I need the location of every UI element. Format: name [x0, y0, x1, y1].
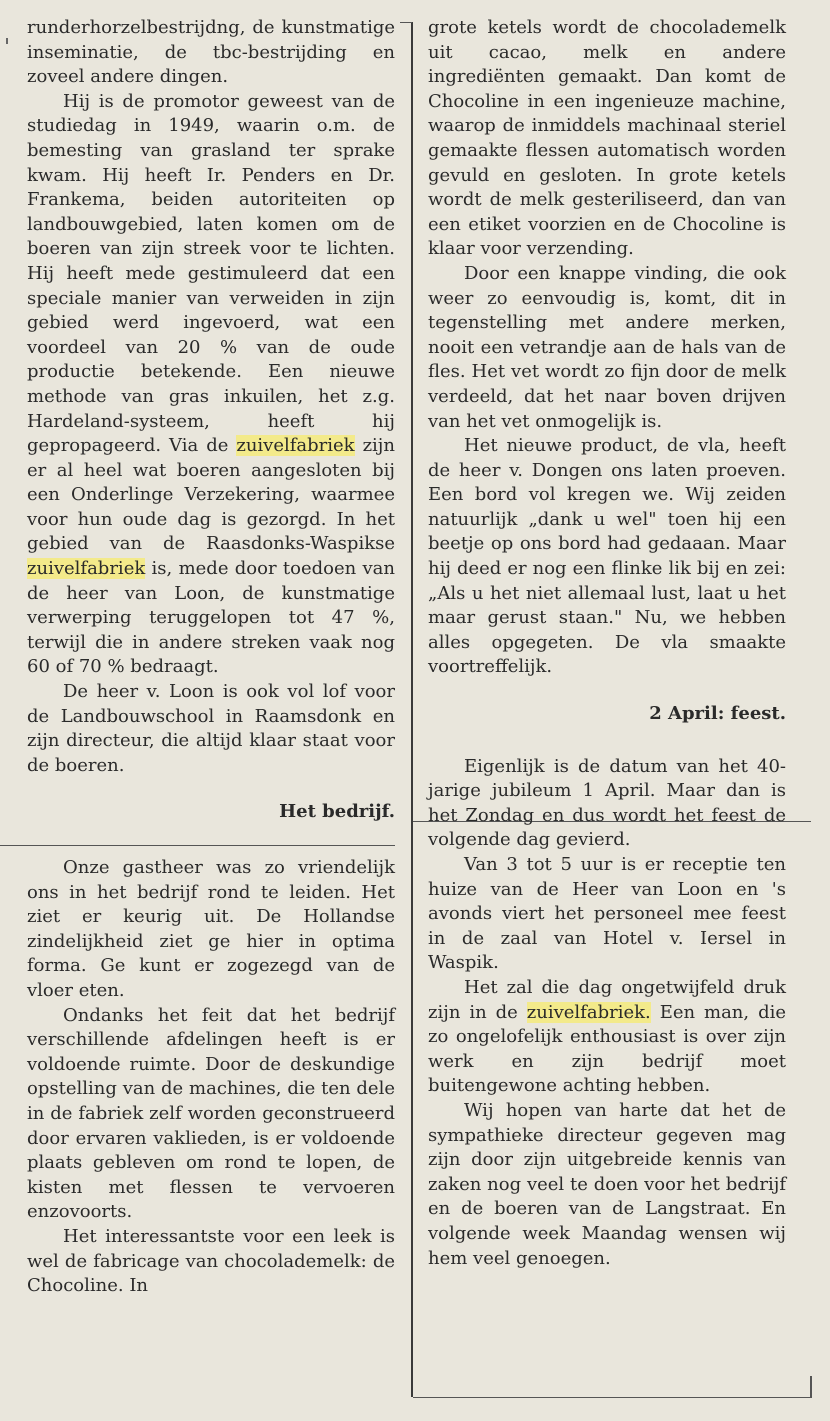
left-paragraph-6: Het interessantste voor een leek is wel de fabricage van chocolademelk: de Chocoline. In: [27, 1225, 395, 1297]
right-paragraph-4: Eigenlijk is de datum van het 40-jarige jubileum 1 April. Maar dan is het Zondag en dus wordt het feest de volgende dag gevierd.: [428, 755, 786, 851]
divider-top-cap: [400, 22, 412, 23]
right-paragraph-7: Wij hopen van harte dat het de sympathieke directeur gegeven mag zijn door zijn uitgebreide kennis van zaken nog veel te doen voor het bedrijf en de boeren van de Langstraat. En volgende week Maandag wensen wij hem veel genoegen.: [428, 1099, 786, 1269]
print-speck: [6, 38, 8, 44]
right-column: [428, 16, 786, 1271]
right-paragraph-6-part-a: Het zal die dag ongetwijfeld druk zijn in de: [428, 976, 786, 1023]
left-paragraph-2-part-b: zijn er al heel wat boeren aangesloten bij een Onderlinge Verzekering, waarmee voor hun oude dag is gezorgd. In het gebied van de Raasdonks-Waspikse: [27, 435, 395, 555]
right-paragraph-6-part-b: Een man, die zo ongelofelijk enthousiast is over zijn werk en zijn bedrijf moet buitengewone achting hebben.: [428, 1001, 786, 1097]
left-paragraph-2: [27, 90, 395, 680]
highlighted-term-zuivelfabriek-3: zuivelfabriek.: [526, 1001, 651, 1023]
left-paragraph-2-part-c: is, mede door toedoen van de heer van Loon, de kunstmatige verwerping teruggelopen tot 47 %, terwijl die in andere streken vaak nog 60 of 70 % bedraagt.: [27, 558, 395, 678]
section-rule-left: [0, 845, 395, 846]
right-paragraph-5: Van 3 tot 5 uur is er receptie ten huize van de Heer van Loon en 's avonds viert het personeel mee feest in de zaal van Hotel v. Iersel in Waspik.: [428, 854, 786, 974]
left-paragraph-2-part-a: Hij is de promotor geweest van de studiedag in 1949, waarin o.m. de bemesting van grasland ter sprake kwam. Hij heeft Ir. Penders en Dr. Frankema, beiden autoriteiten op landbouwgebied, laten komen om de boeren van zijn streek voor te lichten. Hij heeft mede gestimuleerd dat een speciale manier van verweiden in zijn gebied werd ingevoerd, wat een voordeel van 20 % van de oude productie betekende. Een nieuwe methode van gras inkuilen, het z.g. Hardeland-systeem, heeft hij gepropageerd. Via de: [27, 90, 395, 457]
bottom-right-corner-mark: [810, 1376, 812, 1398]
left-paragraph-5: Ondanks het feit dat het bedrijf verschillende afdelingen heeft is er voldoende ruimte. Door de deskundige opstelling van de machines, die ten dele in de fabriek zelf worden geconstrueerd door ervaren vaklieden, is er voldoende plaats gebleven om rond te lopen, de kisten met flessen te vervoeren enzovoorts.: [27, 1004, 395, 1223]
right-paragraph-1: grote ketels wordt de chocolademelk uit cacao, melk en andere ingrediënten gemaakt. Dan komt de Chocoline in een ingenieuze machine, waarop de inmiddels machinaal steriel gemaakte flessen automatisch worden gevuld en gesloten. In grote ketels wordt de melk gesteriliseerd, dan van een etiket voorzien en de Chocoline is klaar voor verzending.: [428, 17, 786, 260]
bottom-rule-right: [413, 1397, 811, 1398]
right-paragraph-3: Het nieuwe product, de vla, heeft de heer v. Dongen ons laten proeven. Een bord vol kregen we. Wij zeiden natuurlijk „dank u wel" toen hij een beetje op ons bord had gedaaan. Maar hij deed er nog een flinke lik bij en zei: „Als u het niet allemaal lust, laat u het maar gerust staan." Nu, we hebben alles opgegeten. De vla smaakte voortreffelijk.: [428, 435, 786, 678]
section-heading-2-april-feest: 2 April: feest.: [649, 703, 786, 725]
section-heading-het-bedrijf: Het bedrijf.: [279, 801, 395, 823]
column-divider: [411, 22, 413, 1397]
right-paragraph-2: Door een knappe vinding, die ook weer zo eenvoudig is, komt, dit in tegenstelling met andere merken, nooit een vetrandje aan de hals van de fles. Het vet wordt zo fijn door de melk verdeeld, dat het naar boven drijven van het vet onmogelijk is.: [428, 262, 786, 432]
highlighted-term-zuivelfabriek-2: zuivelfabriek: [27, 558, 146, 580]
left-paragraph-3: De heer v. Loon is ook vol lof voor de Landbouwschool in Raamsdonk en zijn directeur, die altijd klaar staat voor de boeren.: [27, 681, 395, 776]
left-paragraph-4: Onze gastheer was zo vriendelijk ons in het bedrijf rond te leiden. Het ziet er keurig uit. De Hollandse zindelijkheid ziet ge hier in optima forma. Ge kunt er zogezegd van de vloer eten.: [27, 857, 395, 1001]
right-paragraph-6: [428, 976, 786, 1099]
left-paragraph-1: runderhorzelbestrijdng, de kunstmatige inseminatie, de tbc-bestrijding en zoveel andere dingen.: [27, 17, 395, 88]
left-column: [27, 16, 395, 1299]
highlighted-term-zuivelfabriek-1: zuivelfabriek: [236, 435, 355, 457]
